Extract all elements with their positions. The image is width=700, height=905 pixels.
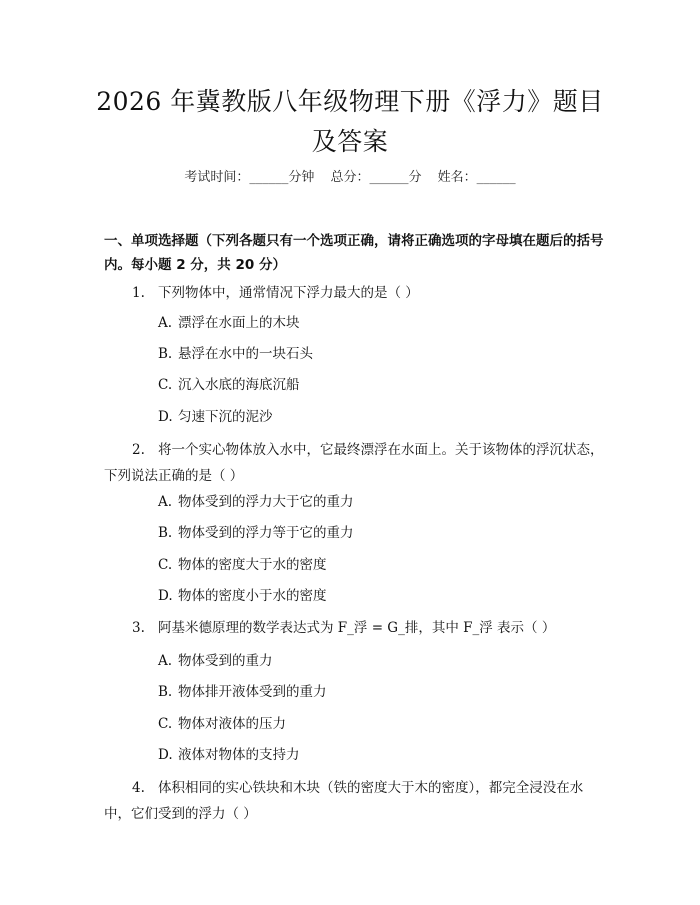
option-3c: C. 物体对液体的压力 [158, 716, 286, 732]
question-text: 下列物体中，通常情况下浮力最大的是（ ） [158, 285, 419, 301]
question-1 [104, 280, 604, 306]
question-3 [104, 615, 604, 641]
exam-meta [0, 168, 700, 188]
option-3d: D. 液体对物体的支持力 [158, 747, 300, 763]
title-line-2: 及答案 [311, 127, 389, 156]
exam-time: 考试时间：______分钟 [184, 170, 315, 185]
question-number: 2. [132, 442, 145, 458]
option-2a: A. 物体受到的浮力大于它的重力 [158, 494, 354, 510]
question-text: 体积相同的实心铁块和木块（铁的密度大于木的密度），都完全浸没在水中，它们受到的浮力（ ） [104, 780, 584, 822]
option-1d: D. 匀速下沉的泥沙 [158, 409, 273, 425]
option-2c: C. 物体的密度大于水的密度 [158, 557, 327, 573]
question-number: 4. [132, 780, 145, 796]
total-score: 总分：______分 [330, 170, 422, 185]
option-3a: A. 物体受到的重力 [158, 653, 273, 669]
section-heading: 一、单项选择题（下列各题只有一个选项正确，请将正确选项的字母填在题后的括号内。每小题 2 分，共 20 分） [104, 233, 604, 273]
option-1a: A. 漂浮在水面上的木块 [158, 315, 300, 331]
question-text: 阿基米德原理的数学表达式为 F_浮 = G_排，其中 F_浮 表示（ ） [158, 620, 556, 636]
question-text: 将一个实心物体放入水中，它最终漂浮在水面上。关于该物体的浮沉状态，下列说法正确的是（ ） [104, 442, 604, 484]
option-2d: D. 物体的密度小于水的密度 [158, 588, 327, 604]
student-name: 姓名：______ [437, 170, 516, 185]
title-line-1: 2026 年冀教版八年级物理下册《浮力》题目 [96, 87, 604, 116]
option-3b: B. 物体排开液体受到的重力 [158, 684, 327, 700]
question-number: 1. [132, 285, 145, 301]
question-number: 3. [132, 620, 145, 636]
question-4 [104, 775, 604, 827]
page-title [60, 82, 640, 162]
option-2b: B. 物体受到的浮力等于它的重力 [158, 525, 354, 541]
option-1b: B. 悬浮在水中的一块石头 [158, 346, 313, 362]
option-1c: C. 沉入水底的海底沉船 [158, 377, 300, 393]
question-2 [104, 437, 604, 489]
